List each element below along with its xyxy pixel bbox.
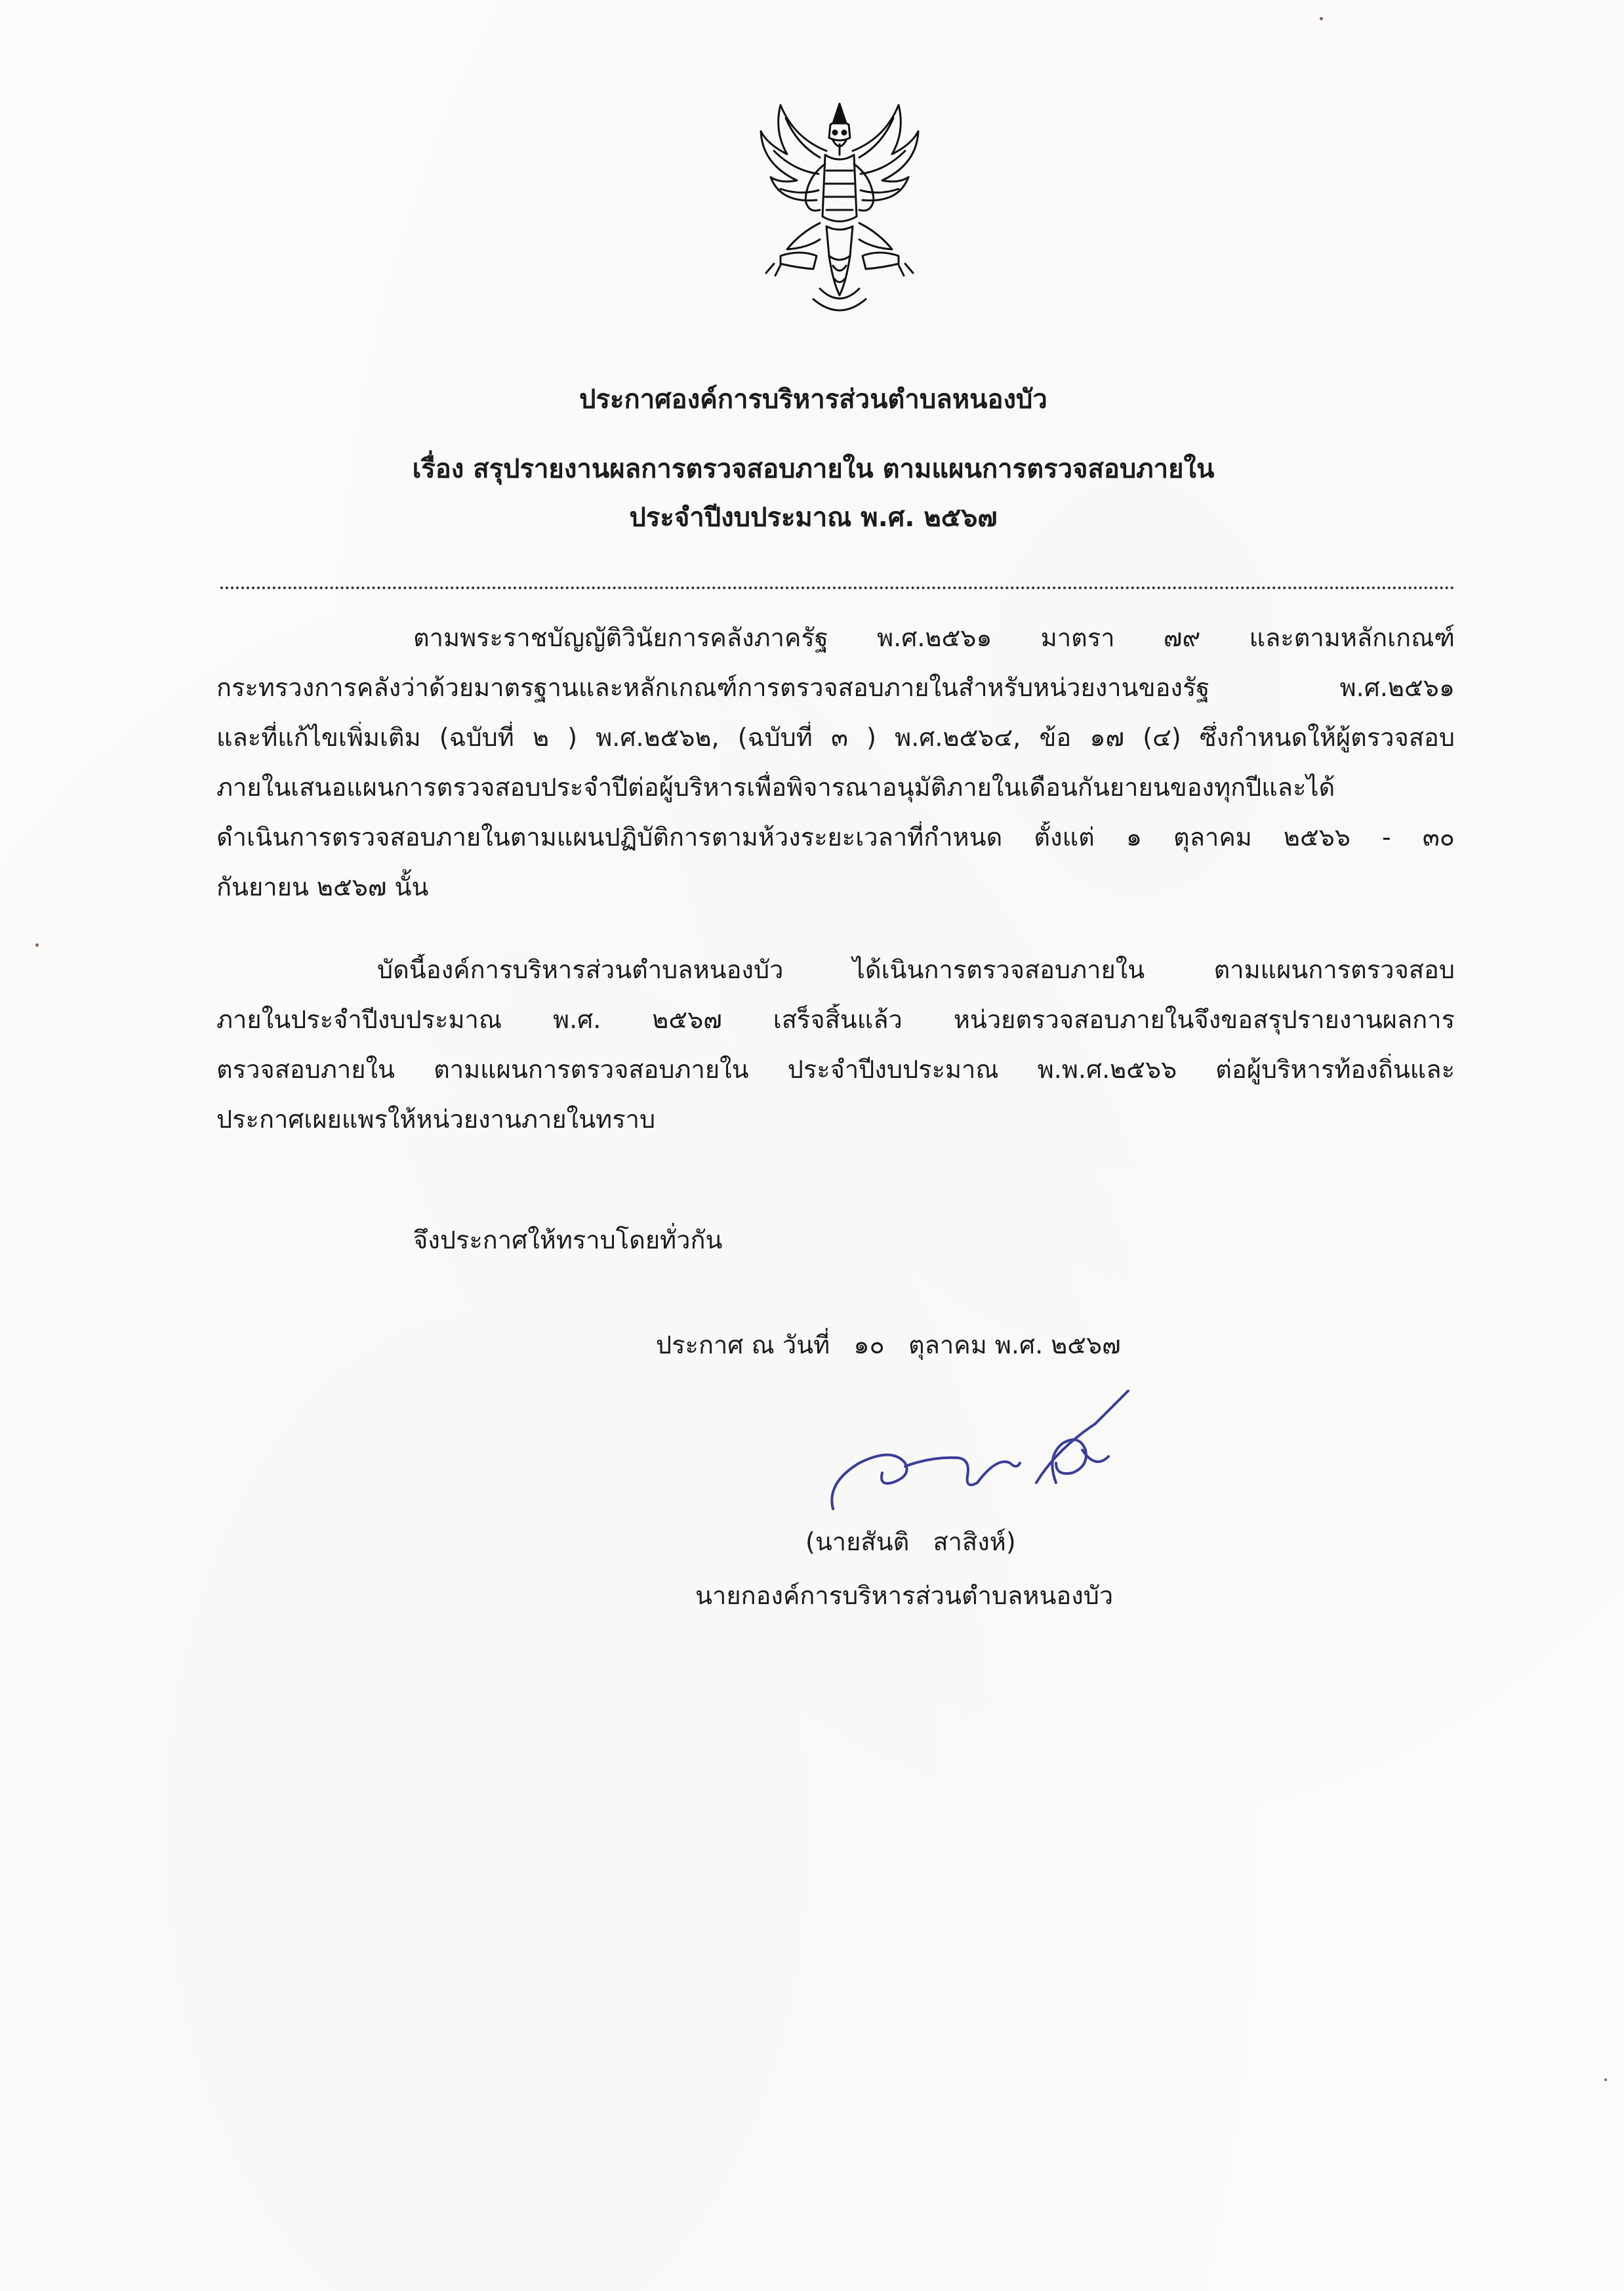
paragraph-1-line-3: และที่แก้ไขเพิ่มเติม (ฉบับที่ ๒ ) พ.ศ.๒๕๖๒, (ฉบับที่ ๓ ) พ.ศ.๒๕๖๔, ข้อ ๑๗ (๔) ซึ่งกำหนดให้ผู้ตรวจสอบ [216,723,1455,752]
signer-name: (นายสันติ สาสิงห์) [805,1527,1016,1556]
garuda-emblem-icon [735,92,944,328]
dotted-divider [220,587,1455,589]
signer-title: นายกองค์การบริหารส่วนตำบลหนองบัว [695,1581,1114,1610]
paragraph-2-line-4: ประกาศเผยแพรให้หน่วยงานภายในทราบ [216,1105,656,1134]
announcement-title: ประกาศองค์การบริหารส่วนตำบลหนองบัว [579,384,1047,415]
announcement-subject: เรื่อง สรุปรายงานผลการตรวจสอบภายใน ตามแผนการตรวจสอบภายใน [412,454,1215,484]
scan-speck [1320,17,1323,20]
announcement-date: ประกาศ ณ วันที่ ๑๐ ตุลาคม พ.ศ. ๒๕๖๗ [656,1331,1121,1359]
paragraph-1-line-1: ตามพระราชบัญญัติวินัยการคลังภาครัฐ พ.ศ.๒๕๖๑ มาตรา ๗๙ และตามหลักเกณฑ์ [413,623,1455,652]
paragraph-1-line-2: กระทรวงการคลังว่าด้วยมาตรฐานและหลักเกณฑ์การตรวจสอบภายในสำหรับหน่วยงานของรัฐ พ.ศ.๒๕๖๑ [216,673,1455,702]
scan-speck [35,943,39,947]
paragraph-1-line-4: ภายในเสนอแผนการตรวจสอบประจำปีต่อผู้บริหารเพื่อพิจารณาอนุมัติภายในเดือนกันยายนของทุกปีและได้ [216,773,1335,802]
paragraph-1-line-5: ดำเนินการตรวจสอบภายในตามแผนปฏิบัติการตามห้วงระยะเวลาที่กำหนด ตั้งแต่ ๑ ตุลาคม ๒๕๖๖ - ๓๐ [216,823,1455,852]
paragraph-2-line-1: บัดนี้องค์การบริหารส่วนตำบลหนองบัว ได้เนินการตรวจสอบภายใน ตามแผนการตรวจสอบ [377,955,1455,984]
paragraph-2-line-3: ตรวจสอบภายใน ตามแผนการตรวจสอบภายใน ประจำปีงบประมาณ พ.พ.ศ.๒๕๖๖ ต่อผู้บริหารท้องถิ่นและ [216,1055,1455,1084]
scan-speck [1604,2078,1607,2081]
announcement-fiscal-year: ประจำปีงบประมาณ พ.ศ. ๒๕๖๗ [629,503,998,533]
paragraph-1-line-6: กันยายน ๒๕๖๗ นั้น [216,873,429,901]
handwritten-signature-icon [820,1384,1161,1529]
closing-statement: จึงประกาศให้ทราบโดยทั่วกัน [413,1226,723,1254]
paragraph-2-line-2: ภายในประจำปีงบประมาณ พ.ศ. ๒๕๖๗ เสร็จสิ้นแล้ว หน่วยตรวจสอบภายในจึงขอสรุปรายงานผลการ [216,1005,1455,1034]
